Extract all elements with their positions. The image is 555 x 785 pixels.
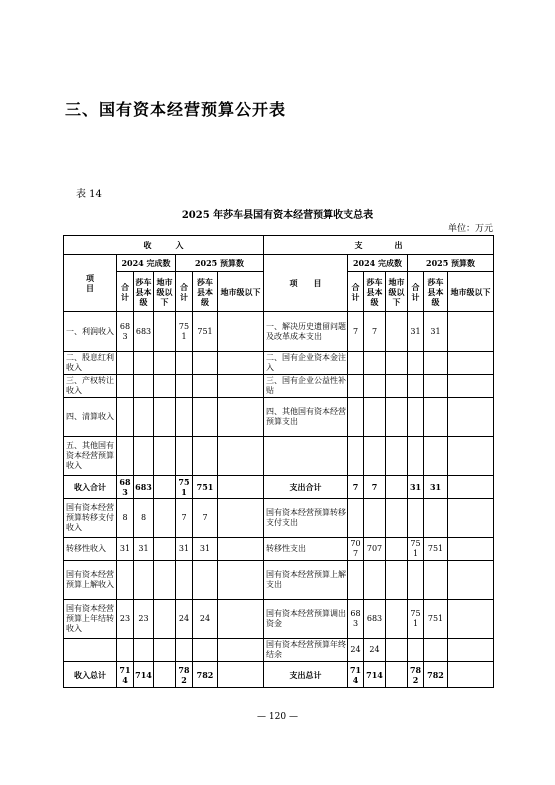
table-number: 表 14 <box>76 189 102 200</box>
income-value-cell <box>117 398 134 437</box>
expense-value-cell <box>448 538 494 561</box>
income-value-cell <box>154 662 176 688</box>
income-value-cell <box>154 375 176 398</box>
expense-value-cell: 24 <box>364 639 386 662</box>
col-sub: 地市级以下 <box>448 272 494 312</box>
table-row <box>64 398 494 437</box>
expense-value-cell <box>386 375 408 398</box>
expense-value-cell: 7 <box>348 312 364 352</box>
income-value-cell: 782 <box>193 662 218 688</box>
expense-value-cell: 782 <box>408 662 424 688</box>
income-item-cell: 四、清算收入 <box>64 398 117 437</box>
income-value-cell: 7 <box>176 499 193 538</box>
expense-item-cell: 国有资本经营预算上解支出 <box>264 561 348 600</box>
col-total: 合计 <box>117 272 134 312</box>
income-item-cell: 收入总计 <box>64 662 117 688</box>
expense-value-cell: 714 <box>364 662 386 688</box>
income-value-cell <box>176 375 193 398</box>
income-value-cell <box>154 600 176 639</box>
table-row <box>64 437 494 476</box>
income-value-cell <box>176 639 193 662</box>
expense-value-cell <box>448 499 494 538</box>
income-value-cell <box>193 375 218 398</box>
expense-value-cell: 751 <box>408 538 424 561</box>
income-value-cell: 23 <box>134 600 154 639</box>
expense-value-cell <box>386 538 408 561</box>
income-value-cell <box>218 352 264 375</box>
expense-value-cell <box>448 352 494 375</box>
expense-value-cell <box>364 561 386 600</box>
expense-item-cell: 支出总计 <box>264 662 348 688</box>
income-value-cell <box>176 437 193 476</box>
income-value-cell <box>117 375 134 398</box>
col-total: 合计 <box>408 272 424 312</box>
expense-item-cell: 转移性支出 <box>264 538 348 561</box>
income-item-cell: 国有资本经营预算上年结转收入 <box>64 600 117 639</box>
income-value-cell: 751 <box>176 312 193 352</box>
expense-item-cell: 国有资本经营预算调出资金 <box>264 600 348 639</box>
table-row <box>64 662 494 688</box>
expense-value-cell <box>348 561 364 600</box>
expense-value-cell <box>408 561 424 600</box>
income-value-cell: 683 <box>117 312 134 352</box>
expense-value-cell <box>424 437 448 476</box>
income-2025-header: 2025 预算数 <box>176 255 264 272</box>
income-value-cell <box>218 561 264 600</box>
income-value-cell: 31 <box>134 538 154 561</box>
income-value-cell <box>134 398 154 437</box>
expense-value-cell <box>448 375 494 398</box>
income-item-cell: 国有资本经营预算上解收入 <box>64 561 117 600</box>
expense-value-cell <box>364 398 386 437</box>
income-value-cell: 683 <box>117 476 134 499</box>
table-row <box>64 600 494 639</box>
income-header: 收 入 <box>64 236 264 255</box>
expense-value-cell: 31 <box>424 312 448 352</box>
income-value-cell <box>218 476 264 499</box>
income-value-cell <box>218 600 264 639</box>
expense-item-cell: 国有资本经营预算转移支付支出 <box>264 499 348 538</box>
expense-value-cell <box>386 476 408 499</box>
income-value-cell <box>117 437 134 476</box>
table-row <box>64 312 494 352</box>
income-item-cell: 转移性收入 <box>64 538 117 561</box>
col-sub: 地市级以下 <box>386 272 408 312</box>
income-value-cell: 751 <box>193 312 218 352</box>
income-value-cell <box>154 398 176 437</box>
income-value-cell <box>154 312 176 352</box>
income-value-cell: 31 <box>117 538 134 561</box>
expense-value-cell <box>424 499 448 538</box>
expense-value-cell <box>364 437 386 476</box>
income-value-cell: 7 <box>193 499 218 538</box>
expense-item-cell <box>264 437 348 476</box>
income-value-cell <box>154 561 176 600</box>
income-value-cell <box>193 561 218 600</box>
income-value-cell <box>176 352 193 375</box>
table-title: 2025 年莎车县国有资本经营预算收支总表 <box>181 210 374 221</box>
expense-value-cell <box>348 437 364 476</box>
col-county: 莎车县本级 <box>193 272 218 312</box>
expense-value-cell <box>386 600 408 639</box>
expense-value-cell: 7 <box>364 476 386 499</box>
income-value-cell: 751 <box>176 476 193 499</box>
expense-value-cell <box>386 639 408 662</box>
expense-value-cell <box>348 499 364 538</box>
expense-value-cell <box>424 398 448 437</box>
expense-item-cell: 一、解决历史遗留问题及改革成本支出 <box>264 312 348 352</box>
budget-table <box>63 235 494 688</box>
table-row <box>64 561 494 600</box>
expense-value-cell <box>386 662 408 688</box>
income-value-cell <box>218 662 264 688</box>
income-item-cell: 三、产权转让收入 <box>64 375 117 398</box>
income-value-cell: 31 <box>176 538 193 561</box>
income-value-cell: 8 <box>134 499 154 538</box>
income-value-cell <box>218 312 264 352</box>
income-value-cell <box>218 639 264 662</box>
income-value-cell <box>218 437 264 476</box>
income-item-cell: 国有资本经营预算转移支付收入 <box>64 499 117 538</box>
income-value-cell <box>193 437 218 476</box>
income-value-cell <box>154 499 176 538</box>
income-value-cell <box>117 561 134 600</box>
expense-value-cell: 31 <box>408 476 424 499</box>
expense-2025-header: 2025 预算数 <box>408 255 494 272</box>
expense-value-cell <box>408 639 424 662</box>
expense-header: 支 出 <box>264 236 494 255</box>
income-value-cell <box>134 375 154 398</box>
income-value-cell: 714 <box>117 662 134 688</box>
income-value-cell: 683 <box>134 476 154 499</box>
expense-value-cell: 782 <box>424 662 448 688</box>
income-value-cell <box>134 352 154 375</box>
income-value-cell: 751 <box>193 476 218 499</box>
expense-value-cell <box>408 398 424 437</box>
expense-value-cell <box>386 561 408 600</box>
income-value-cell <box>218 538 264 561</box>
expense-value-cell <box>386 437 408 476</box>
expense-item-cell: 二、国有企业资本金注入 <box>264 352 348 375</box>
income-item-header: 项 目 <box>64 255 117 312</box>
income-value-cell <box>193 352 218 375</box>
income-value-cell <box>193 639 218 662</box>
col-sub: 地市级以下 <box>218 272 264 312</box>
income-value-cell: 24 <box>176 600 193 639</box>
income-value-cell <box>154 437 176 476</box>
expense-value-cell: 751 <box>408 600 424 639</box>
expense-value-cell <box>448 312 494 352</box>
expense-value-cell <box>348 398 364 437</box>
income-value-cell: 23 <box>117 600 134 639</box>
table-row <box>64 499 494 538</box>
income-value-cell <box>154 476 176 499</box>
expense-value-cell: 31 <box>424 476 448 499</box>
table-row <box>64 538 494 561</box>
col-total: 合计 <box>176 272 193 312</box>
expense-item-cell: 国有资本经营预算年终结余 <box>264 639 348 662</box>
expense-value-cell: 7 <box>364 312 386 352</box>
income-item-cell: 收入合计 <box>64 476 117 499</box>
expense-value-cell <box>408 352 424 375</box>
expense-value-cell <box>424 639 448 662</box>
income-value-cell <box>117 639 134 662</box>
income-item-cell: 二、股息红利收入 <box>64 352 117 375</box>
expense-value-cell: 707 <box>364 538 386 561</box>
expense-value-cell: 24 <box>348 639 364 662</box>
expense-value-cell <box>386 312 408 352</box>
income-value-cell <box>176 398 193 437</box>
expense-value-cell: 683 <box>348 600 364 639</box>
expense-item-cell: 支出合计 <box>264 476 348 499</box>
income-value-cell <box>218 499 264 538</box>
income-value-cell <box>117 352 134 375</box>
expense-value-cell <box>408 375 424 398</box>
page-number: — 120 — <box>257 712 298 722</box>
expense-value-cell: 707 <box>348 538 364 561</box>
expense-value-cell <box>448 600 494 639</box>
col-county: 莎车县本级 <box>134 272 154 312</box>
expense-value-cell <box>448 398 494 437</box>
expense-value-cell <box>408 499 424 538</box>
expense-value-cell <box>386 499 408 538</box>
income-value-cell: 683 <box>134 312 154 352</box>
expense-item-cell: 三、国有企业公益性补贴 <box>264 375 348 398</box>
expense-value-cell <box>448 662 494 688</box>
income-value-cell <box>218 375 264 398</box>
expense-item-cell: 四、其他国有资本经营预算支出 <box>264 398 348 437</box>
expense-value-cell <box>424 352 448 375</box>
income-value-cell: 24 <box>193 600 218 639</box>
expense-value-cell <box>364 499 386 538</box>
expense-value-cell: 751 <box>424 600 448 639</box>
income-value-cell: 31 <box>193 538 218 561</box>
income-value-cell <box>154 639 176 662</box>
expense-value-cell <box>424 561 448 600</box>
section-heading: 三、国有资本经营预算公开表 <box>65 100 287 119</box>
income-value-cell <box>154 352 176 375</box>
income-value-cell <box>193 398 218 437</box>
expense-value-cell: 7 <box>348 476 364 499</box>
expense-value-cell <box>364 375 386 398</box>
col-total: 合计 <box>348 272 364 312</box>
col-county: 莎车县本级 <box>364 272 386 312</box>
expense-value-cell <box>386 352 408 375</box>
col-sub: 地市级以下 <box>154 272 176 312</box>
expense-value-cell <box>448 437 494 476</box>
expense-2024-header: 2024 完成数 <box>348 255 408 272</box>
expense-value-cell: 31 <box>408 312 424 352</box>
income-value-cell <box>176 561 193 600</box>
expense-value-cell <box>448 639 494 662</box>
income-value-cell <box>154 538 176 561</box>
expense-value-cell <box>386 398 408 437</box>
expense-value-cell <box>448 561 494 600</box>
col-county: 莎车县本级 <box>424 272 448 312</box>
income-value-cell: 782 <box>176 662 193 688</box>
expense-value-cell: 714 <box>348 662 364 688</box>
expense-value-cell <box>348 375 364 398</box>
expense-item-header: 项 目 <box>264 255 348 312</box>
expense-value-cell: 683 <box>364 600 386 639</box>
table-row <box>64 375 494 398</box>
income-value-cell <box>134 639 154 662</box>
table-row <box>64 639 494 662</box>
income-value-cell <box>218 398 264 437</box>
expense-value-cell <box>408 437 424 476</box>
income-value-cell: 714 <box>134 662 154 688</box>
income-value-cell: 8 <box>117 499 134 538</box>
table-row <box>64 352 494 375</box>
unit-label: 单位：万元 <box>447 224 493 234</box>
expense-value-cell: 751 <box>424 538 448 561</box>
income-value-cell <box>134 561 154 600</box>
expense-value-cell <box>364 352 386 375</box>
expense-value-cell <box>348 352 364 375</box>
income-2024-header: 2024 完成数 <box>117 255 176 272</box>
expense-value-cell <box>424 375 448 398</box>
table-row <box>64 476 494 499</box>
income-item-cell: 五、其他国有资本经营预算收入 <box>64 437 117 476</box>
expense-value-cell <box>448 476 494 499</box>
income-item-cell: 一、利润收入 <box>64 312 117 352</box>
income-item-cell <box>64 639 117 662</box>
income-value-cell <box>134 437 154 476</box>
